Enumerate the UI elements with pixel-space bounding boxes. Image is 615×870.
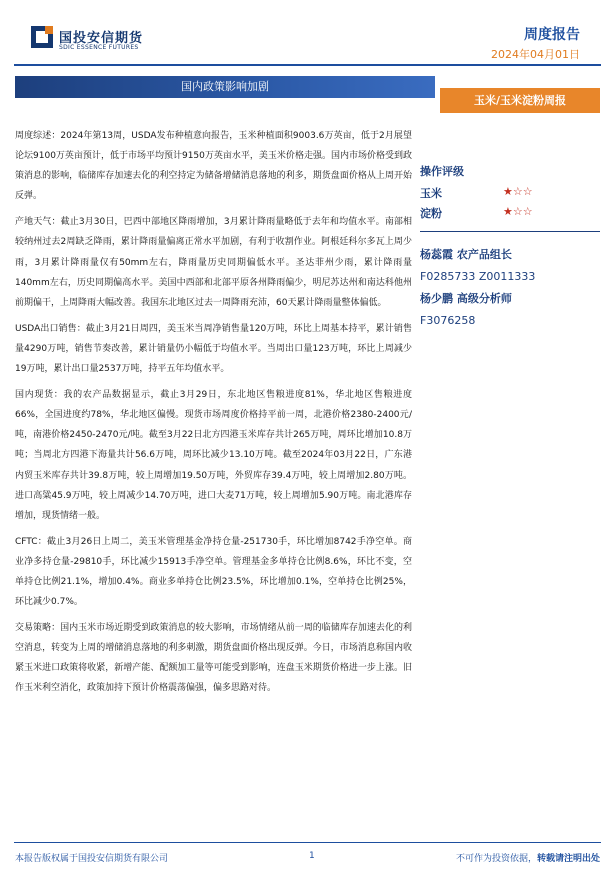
star-rating-icon: ★☆☆ [503,205,533,218]
header-divider [14,64,601,66]
footer-divider [14,842,601,843]
paragraph-weekly-summary: 周度综述：2024年第13周，USDA发布种植意向报告，玉米种植面积9003.6万英亩，低于2月展望论坛9100万英亩预计，低于市场平均预计9150万英亩水平，美玉米价格走强。国内市场价格受到政策消息的影响，临储库存加速去化的利空持定为储备增储消息落地的利多，期货盘面价格从上周开始反弹。 [15,131,412,202]
report-date: 2024年04月01日 [491,48,580,61]
logo-text-en: SDIC ESSENCE FUTURES [59,44,139,51]
report-body [15,126,412,705]
company-logo [31,26,201,54]
analyst-name: 杨少鹏 高级分析师 [420,292,512,305]
logo-mark-icon [31,26,53,48]
page-number: 1 [309,851,315,861]
sidebar [420,163,600,332]
report-type: 周度报告 [524,27,580,43]
rating-label: 淀粉 [420,207,442,220]
rating-title: 操作评级 [420,165,464,178]
section-title-banner: 国内政策影响加剧 [15,76,435,98]
rating-label: 玉米 [420,187,442,200]
paragraph-usda-export: USDA出口销售：截止3月21日周四，美玉米当周净销售量120万吨，环比上周基本持平，累计销售量4290万吨，销售节奏改善，累计销量仍小幅低于均值水平。当周出口量123万吨，环比上周减少19万吨，累计出口量2537万吨，持平五年均值水平。 [15,323,412,375]
paragraph-strategy: 交易策略：国内玉米市场近期受到政策消息的较大影响，市场情绪从前一周的临储库存加速去化的利空消息，转变为上周的增储消息落地的利多刺激，期货盘面价格出现反弹。今日，市场消息称国内收紧玉米进口政策将收紧，新增产能、配额加工量等可能受到影响，连盘玉米期货价格进一步上涨。旧作玉米利空消化，政策加持下预计价格震荡偏强，偏多思路对待。 [15,623,412,694]
rating-row-starch [420,205,600,225]
analyst-license: F0285733 Z0011333 [420,270,536,283]
star-rating-icon: ★☆☆ [503,185,533,198]
paragraph-cftc: CFTC：截止3月26日上周二，美玉米管理基金净持仓量-251730手，环比增加8742手净空单。商业净多持仓量-29810手，环比减少15913手净空单。管理基金多单持仓比例8.6%，环比不变，空单持仓比例21.1%，增加0.4%。商业多单持仓比例23.5%，环比增加0.1%，空单持仓比例25%，环比减少0.7%。 [15,536,412,608]
sidebar-divider [420,231,600,232]
footer-disclaimer [456,851,600,864]
product-title-banner: 玉米/玉米淀粉周报 [440,88,600,113]
paragraph-domestic-spot: 国内现货：我的农产品数据显示，截止3月29日，东北地区售粮进度81%，华北地区售粮进度66%，全国进度约78%，华北地区偏慢。现货市场周度价格持平前一周，北港价格2380-2400元/吨，南港价格2450-2470元/吨。截至3月22日北方四港玉米库存共计265万吨，周环比增加10.8万吨；当周北方四港下海量共计56.6万吨，周环比减少13.10万吨。截至2024年03月22日，广东港内贸玉米库存共计39.8万吨，较上周增加19.50万吨，外贸库存39.4万吨，较上周增加2.80万吨。进口高粱45.9万吨，较上周减少14.70万吨，进口大麦71万吨，较上周增加5.90万吨。南北港库存增加，现货情绪一般。 [15,390,412,521]
rating-row-corn [420,185,600,205]
disclaimer-text: 不可作为投资依据， [455,854,537,864]
logo-text-cn: 国投安信期货 [59,31,144,46]
disclaimer-bold-text: 转载请注明出处 [536,854,600,864]
footer-copyright: 本报告版权属于国投安信期货有限公司 [15,854,169,864]
analyst-name: 杨蕊霞 农产品组长 [420,248,512,261]
analyst-license: F3076258 [420,314,476,327]
paragraph-weather: 产地天气：截止3月30日，巴西中部地区降雨增加，3月累计降雨量略低于去年和均值水平。南部相较纳州过去2周缺乏降雨，累计降雨量偏离正常水平加剧，有利于收割作业。阿根廷科尔多瓦上周少雨，3月累计降雨量仅有50mm左右，降雨量历史同期偏低水平。圣达菲州少雨，累计降雨量140mm左右，历史同期偏高水平。美国中西部和北部平原各州降雨偏少，明尼苏达州和南达科他州前期偏干，上周降雨大幅改善。我国东北地区过去一周降雨充沛，60天累计降雨量整体偏低。 [15,217,412,308]
